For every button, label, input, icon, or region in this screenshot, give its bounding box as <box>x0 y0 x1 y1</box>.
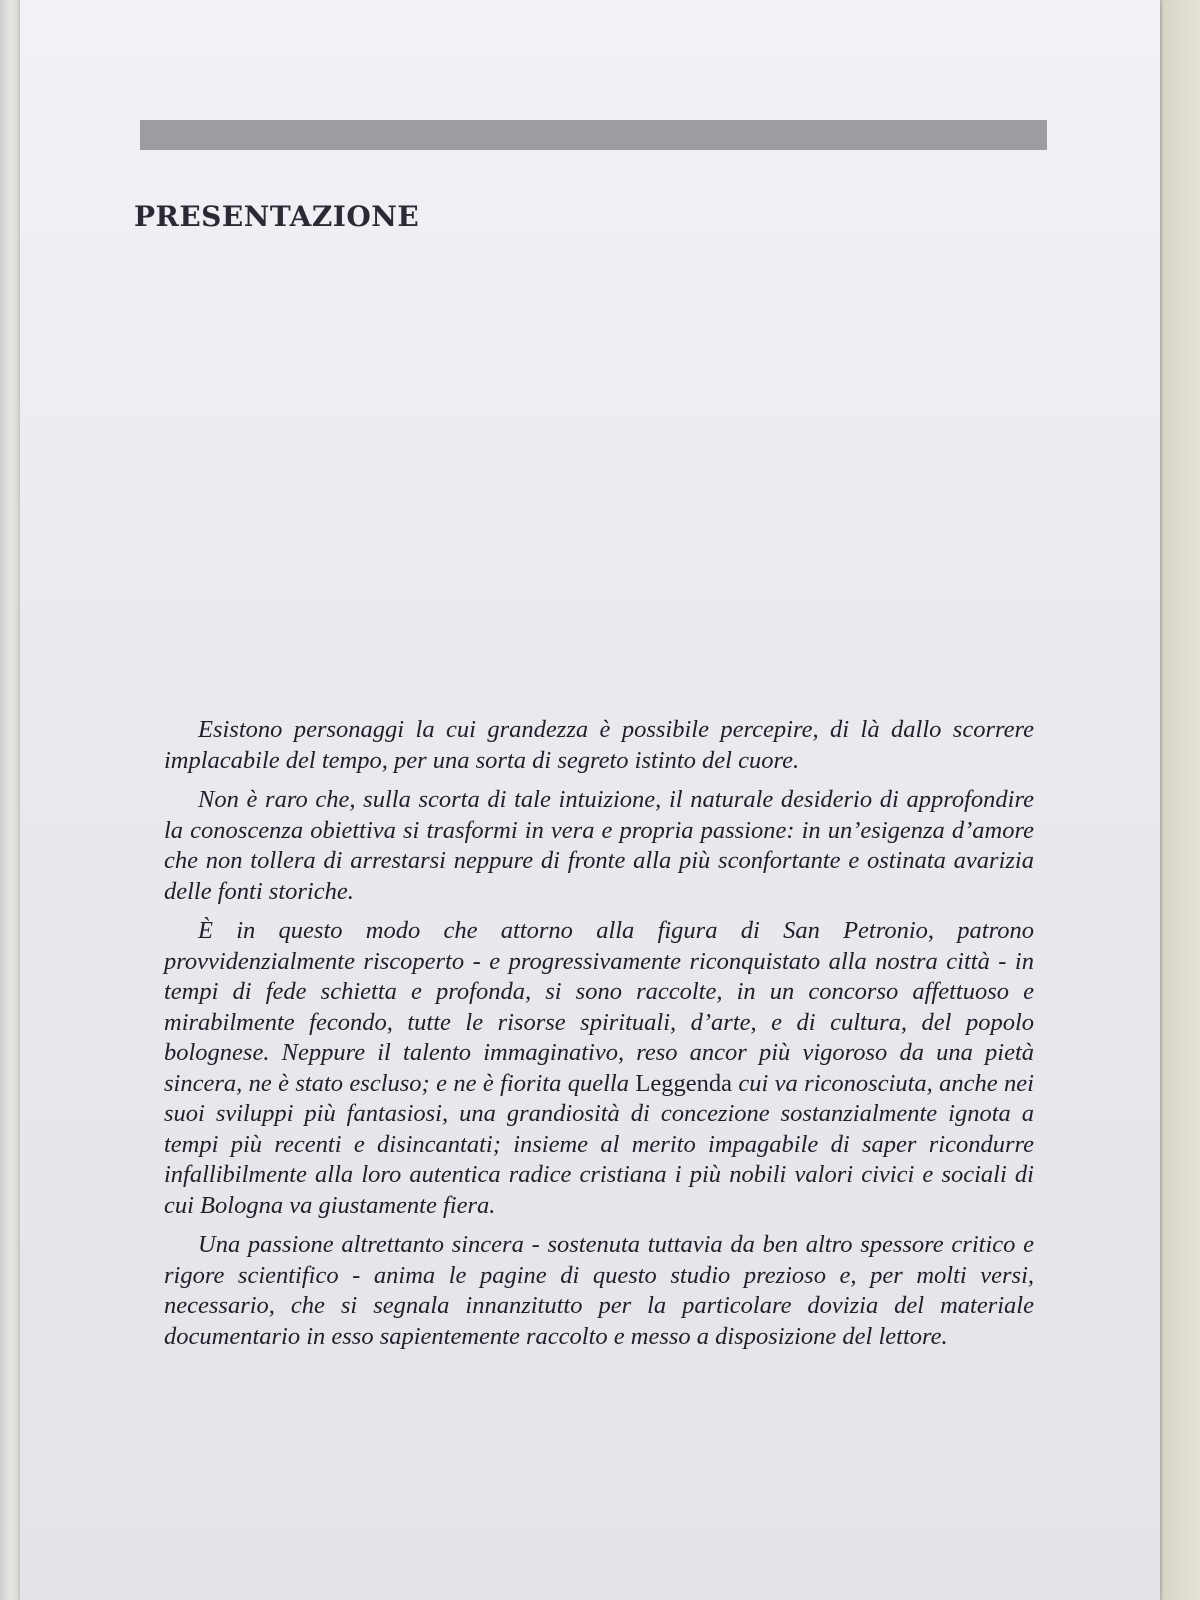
paragraph-3-part-2: cui va riconosciuta, anche nei suoi sviluppi più fantasiosi, una grandiosità di concezione sostanzialmente ignota a tempi più recenti e disincantati; insieme al merito impagabile di saper ricondurre infallibilmente alla loro autentica radice cristiana i più nobili valori civici e sociali di cui Bologna va giustamente fiera. <box>164 1069 1034 1219</box>
paragraph-3 <box>164 916 1034 1221</box>
page-title: PRESENTAZIONE <box>134 200 420 233</box>
paragraph-1: Esistono personaggi la cui grandezza è possibile percepire, di là dallo scorrere implacabile del tempo, per una sorta di segreto istinto del cuore. <box>164 716 1034 774</box>
paragraph-2: Non è raro che, sulla scorta di tale intuizione, il naturale desiderio di approfondire la conoscenza obiettiva si trasformi in vera e propria passione: in un’esigenza d’amore che non tollera di arrestarsi neppure di fronte alla più sconfortante e ostinata avarizia delle fonti storiche. <box>164 786 1034 905</box>
paragraph-4: Una passione altrettanto sincera - sostenuta tuttavia da ben altro spessore critico e rigore scientifico - anima le pagine di questo studio prezioso e, per molti versi, necessario, che si segnala innanzitutto per la particolare dovizia del materiale documentario in esso sapientemente raccolto e messo a disposizione del lettore. <box>164 1231 1034 1350</box>
body-text <box>164 715 1034 1361</box>
paragraph-3-part-1: È in questo modo che attorno alla figura di San Petronio, patrono provvidenzialmente riscoperto - e progressivamente riconquistato alla nostra città - in tempi di fede schietta e profonda, si sono raccolte, in un concorso affettuoso e mirabilmente fecondo, tutte le risorse spirituali, d’arte, e di cultura, del popolo bolognese. Neppure il talento immaginativo, reso ancor più vigoroso da una pietà sincera, ne è stato escluso; e ne è fiorita quella <box>164 917 1034 1097</box>
leggenda-term: Leggenda <box>635 1069 732 1097</box>
next-page-edge <box>1158 0 1200 1600</box>
book-page <box>20 0 1160 1600</box>
header-accent-bar <box>140 120 1047 150</box>
